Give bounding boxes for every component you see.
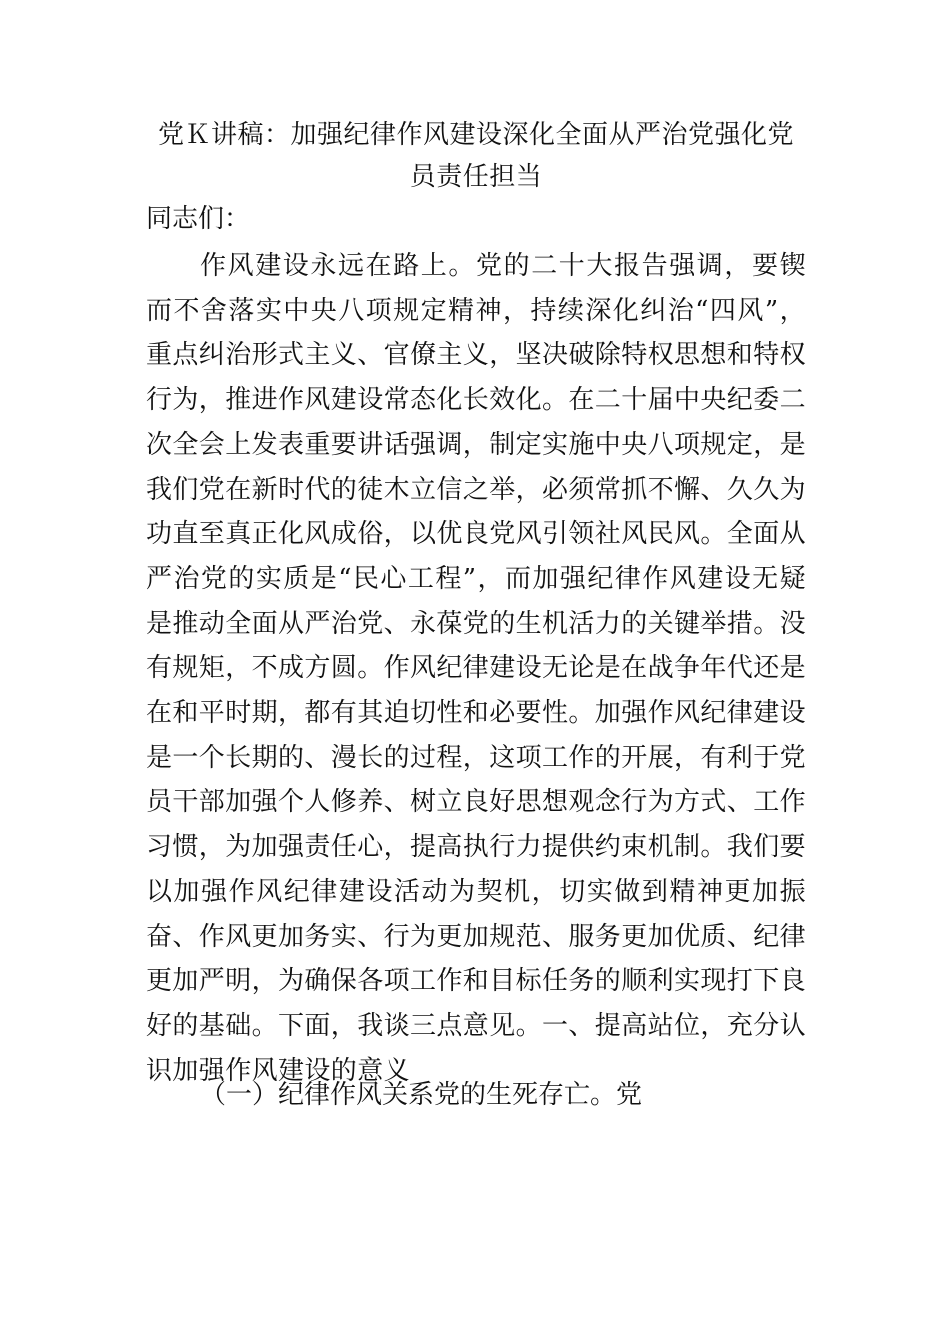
- body-paragraph: 作风建设永远在路上。党的二十大报告强调，要锲而不舍落实中央八项规定精神，持续深化纠治“四风”，重点纠治形式主义、官僚主义，坚决破除特权思想和特权行为，推进作风建设常态化长效化。在二十届中央纪委二次全会上发表重要讲话强调，制定实施中央八项规定，是我们党在新时代的徒木立信之举，必须常抓不懈、久久为功直至真正化风成俗，以优良党风引领社风民风。全面从严治党的实质是“民心工程”，而加强纪律作风建设无疑是推动全面从严治党、永葆党的生机活力的关键举措。没有规矩，不成方圆。作风纪律建设无论是在战争年代还是在和平时期，都有其迫切性和必要性。加强作风纪律建设是一个长期的、漫长的过程，这项工作的开展，有利于党员干部加强个人修养、树立良好思想观念行为方式、工作习惯，为加强责任心，提高执行力提供约束机制。我们要以加强作风纪律建设活动为契机，切实做到精神更加振奋、作风更加务实、行为更加规范、服务更加优质、纪律更加严明，为确保各项工作和目标任务的顺利实现打下良好的基础。下面，我谈三点意见。一、提高站位，充分认识加强作风建设的意义: [146, 251, 807, 1086]
- salutation: 同志们：: [146, 204, 251, 234]
- document-title: 党Ｋ讲稿：加强纪律作风建设深化全面从严治党强化党员责任担当: [157, 120, 794, 192]
- section-subheading: （一）纪律作风关系党的生死存亡。党: [200, 1080, 643, 1110]
